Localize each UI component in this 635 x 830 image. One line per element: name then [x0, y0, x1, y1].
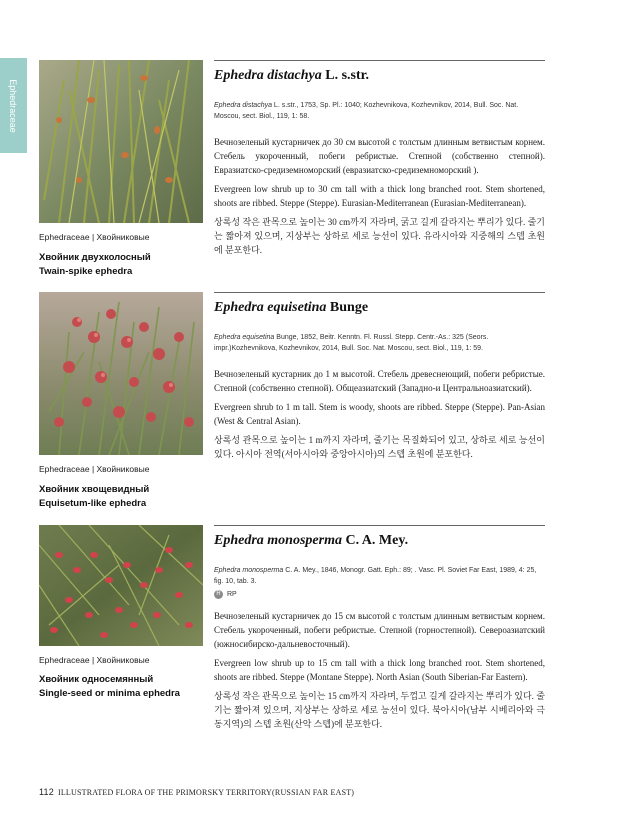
common-names	[39, 251, 151, 279]
plant-photo-equisetina	[39, 292, 203, 455]
citation: Ephedra equisetina Bunge, 1852, Beitr. Kenntn. Fl. Russl. Stepp. Centr.-As.: 325 (Seors. impr.)Kozhevnikova, Kozhevnikov, 2014, Bull. Soc. Nat. Moscou, sect. Biol., 119, 1: 59.	[214, 334, 489, 352]
common-names	[39, 673, 180, 701]
species-title: Ephedra monosperma C. A. Mey.	[214, 533, 409, 548]
common-name-ru: Хвойник двухколосный	[39, 252, 151, 263]
species-entry	[214, 292, 545, 461]
description-ru: Вечнозеленый кустарничек до 30 см высотой с толстым длинным ветвистым корнем. Стебель укороченный, побеги ребристые. Степной (собственно степной). Евразиатско-средиземноморский (евразиатско-средиземноморский ).	[214, 137, 545, 175]
common-name-en: Equisetum-like ephedra	[39, 498, 147, 509]
family-label: Ephedraceae | Хвойниковые	[39, 232, 150, 242]
family-label: Ephedraceae | Хвойниковые	[39, 464, 150, 474]
common-name-en: Twain-spike ephedra	[39, 266, 133, 277]
page-footer	[39, 787, 354, 797]
species-title: Ephedra equisetina Bunge	[214, 300, 369, 315]
description-ko: 상록성 관목으로 높이는 1 m까지 자라며, 줄기는 목질화되어 있고, 상하로 세로 능선이 있다. 아시아 전역(서아시아와 중앙아시아)의 스텝 초원에 분포한다.	[214, 435, 545, 459]
red-list-status	[214, 590, 545, 599]
side-tab	[0, 58, 27, 153]
citation: Ephedra monosperma C. A. Mey., 1846, Monogr. Gatt. Eph.: 89; . Vasc. Pl. Soviet Far East, 1989, 4: 25, fig. 10, tab. 3.	[214, 567, 537, 585]
red-list-badge-icon: R	[214, 590, 223, 599]
description-ko: 상록성 작은 관목으로 높이는 30 cm까지 자라며, 굵고 길게 갈라지는 뿌리가 있다. 줄기는 짧아져 있으며, 지상부는 상하로 세로 능선이 있다. 유라시아와 지중해의 스텝 초원에 분포한다.	[214, 217, 545, 255]
divider	[214, 60, 545, 61]
description-ko: 상록성 작은 관목으로 높이는 15 cm까지 자라며, 두껍고 길게 갈라지는 뿌리가 있다. 줄기는 짧아져 있으며, 지상부는 상하로 세로 능선이 있다. 북아시아(남부 시베리아와 극동지역)의 스텝 초원(산악 스텝)에 분포한다.	[214, 691, 545, 729]
common-name-ru: Хвойник односемянный	[39, 674, 154, 685]
citation: Ephedra distachya L. s.str., 1753, Sp. Pl.: 1040; Kozhevnikova, Kozhevnikov, 2014, Bull. Soc. Nat. Moscou, sect. Biol., 119, 1: 58.	[214, 102, 519, 120]
page-number: 112	[39, 787, 54, 797]
description-ru: Вечнозеленый кустарник до 1 м высотой. Стебель древеснеющий, побеги ребристые. Степной (собственно степной). Общеазиатский (Западно-и Центральноазиатский).	[214, 369, 545, 393]
side-tab-label: Ephedraceae	[8, 79, 18, 133]
plant-photo-monosperma	[39, 525, 203, 646]
common-names	[39, 483, 149, 511]
description-en: Evergreen low shrub up to 15 cm tall with a thick long branched root. Stem shortened, shoots are ribbed. Steppe (Montane Steppe). North Asian (South Siberian-Far Eastern).	[214, 658, 545, 682]
book-subtitle: (RUSSIAN FAR EAST)	[272, 788, 355, 797]
divider	[214, 292, 545, 293]
plant-photo-distachya	[39, 60, 203, 223]
description-en: Evergreen shrub to 1 m tall. Stem is woody, shoots are ribbed. Steppe (Steppe). Pan-Asian (West & Central Asian).	[214, 402, 545, 426]
species-entry	[214, 60, 545, 257]
divider	[214, 525, 545, 526]
species-entry	[214, 525, 545, 731]
common-name-en: Single-seed or minima ephedra	[39, 688, 180, 699]
family-label: Ephedraceae | Хвойниковые	[39, 655, 150, 665]
description-en: Evergreen low shrub up to 30 cm tall with a thick long branched root. Stem shortened, shoots are ribbed. Steppe (Steppe). Eurasian-Mediterranean (Eurasian-Mediterranean).	[214, 184, 545, 208]
common-name-ru: Хвойник хвощевидный	[39, 484, 150, 495]
red-list-label: RP	[227, 591, 237, 598]
book-title: ILLUSTRATED FLORA OF THE PRIMORSKY TERRITORY	[57, 788, 273, 797]
species-title: Ephedra distachya L. s.str.	[214, 68, 370, 83]
description-ru: Вечнозеленый кустарничек до 15 см высотой с толстым длинным ветвистым корнем. Стебель укороченный, побеги ребристые. Степной (горностепной). Североазиатский (южносибирско-дальневосточный).	[214, 611, 545, 649]
